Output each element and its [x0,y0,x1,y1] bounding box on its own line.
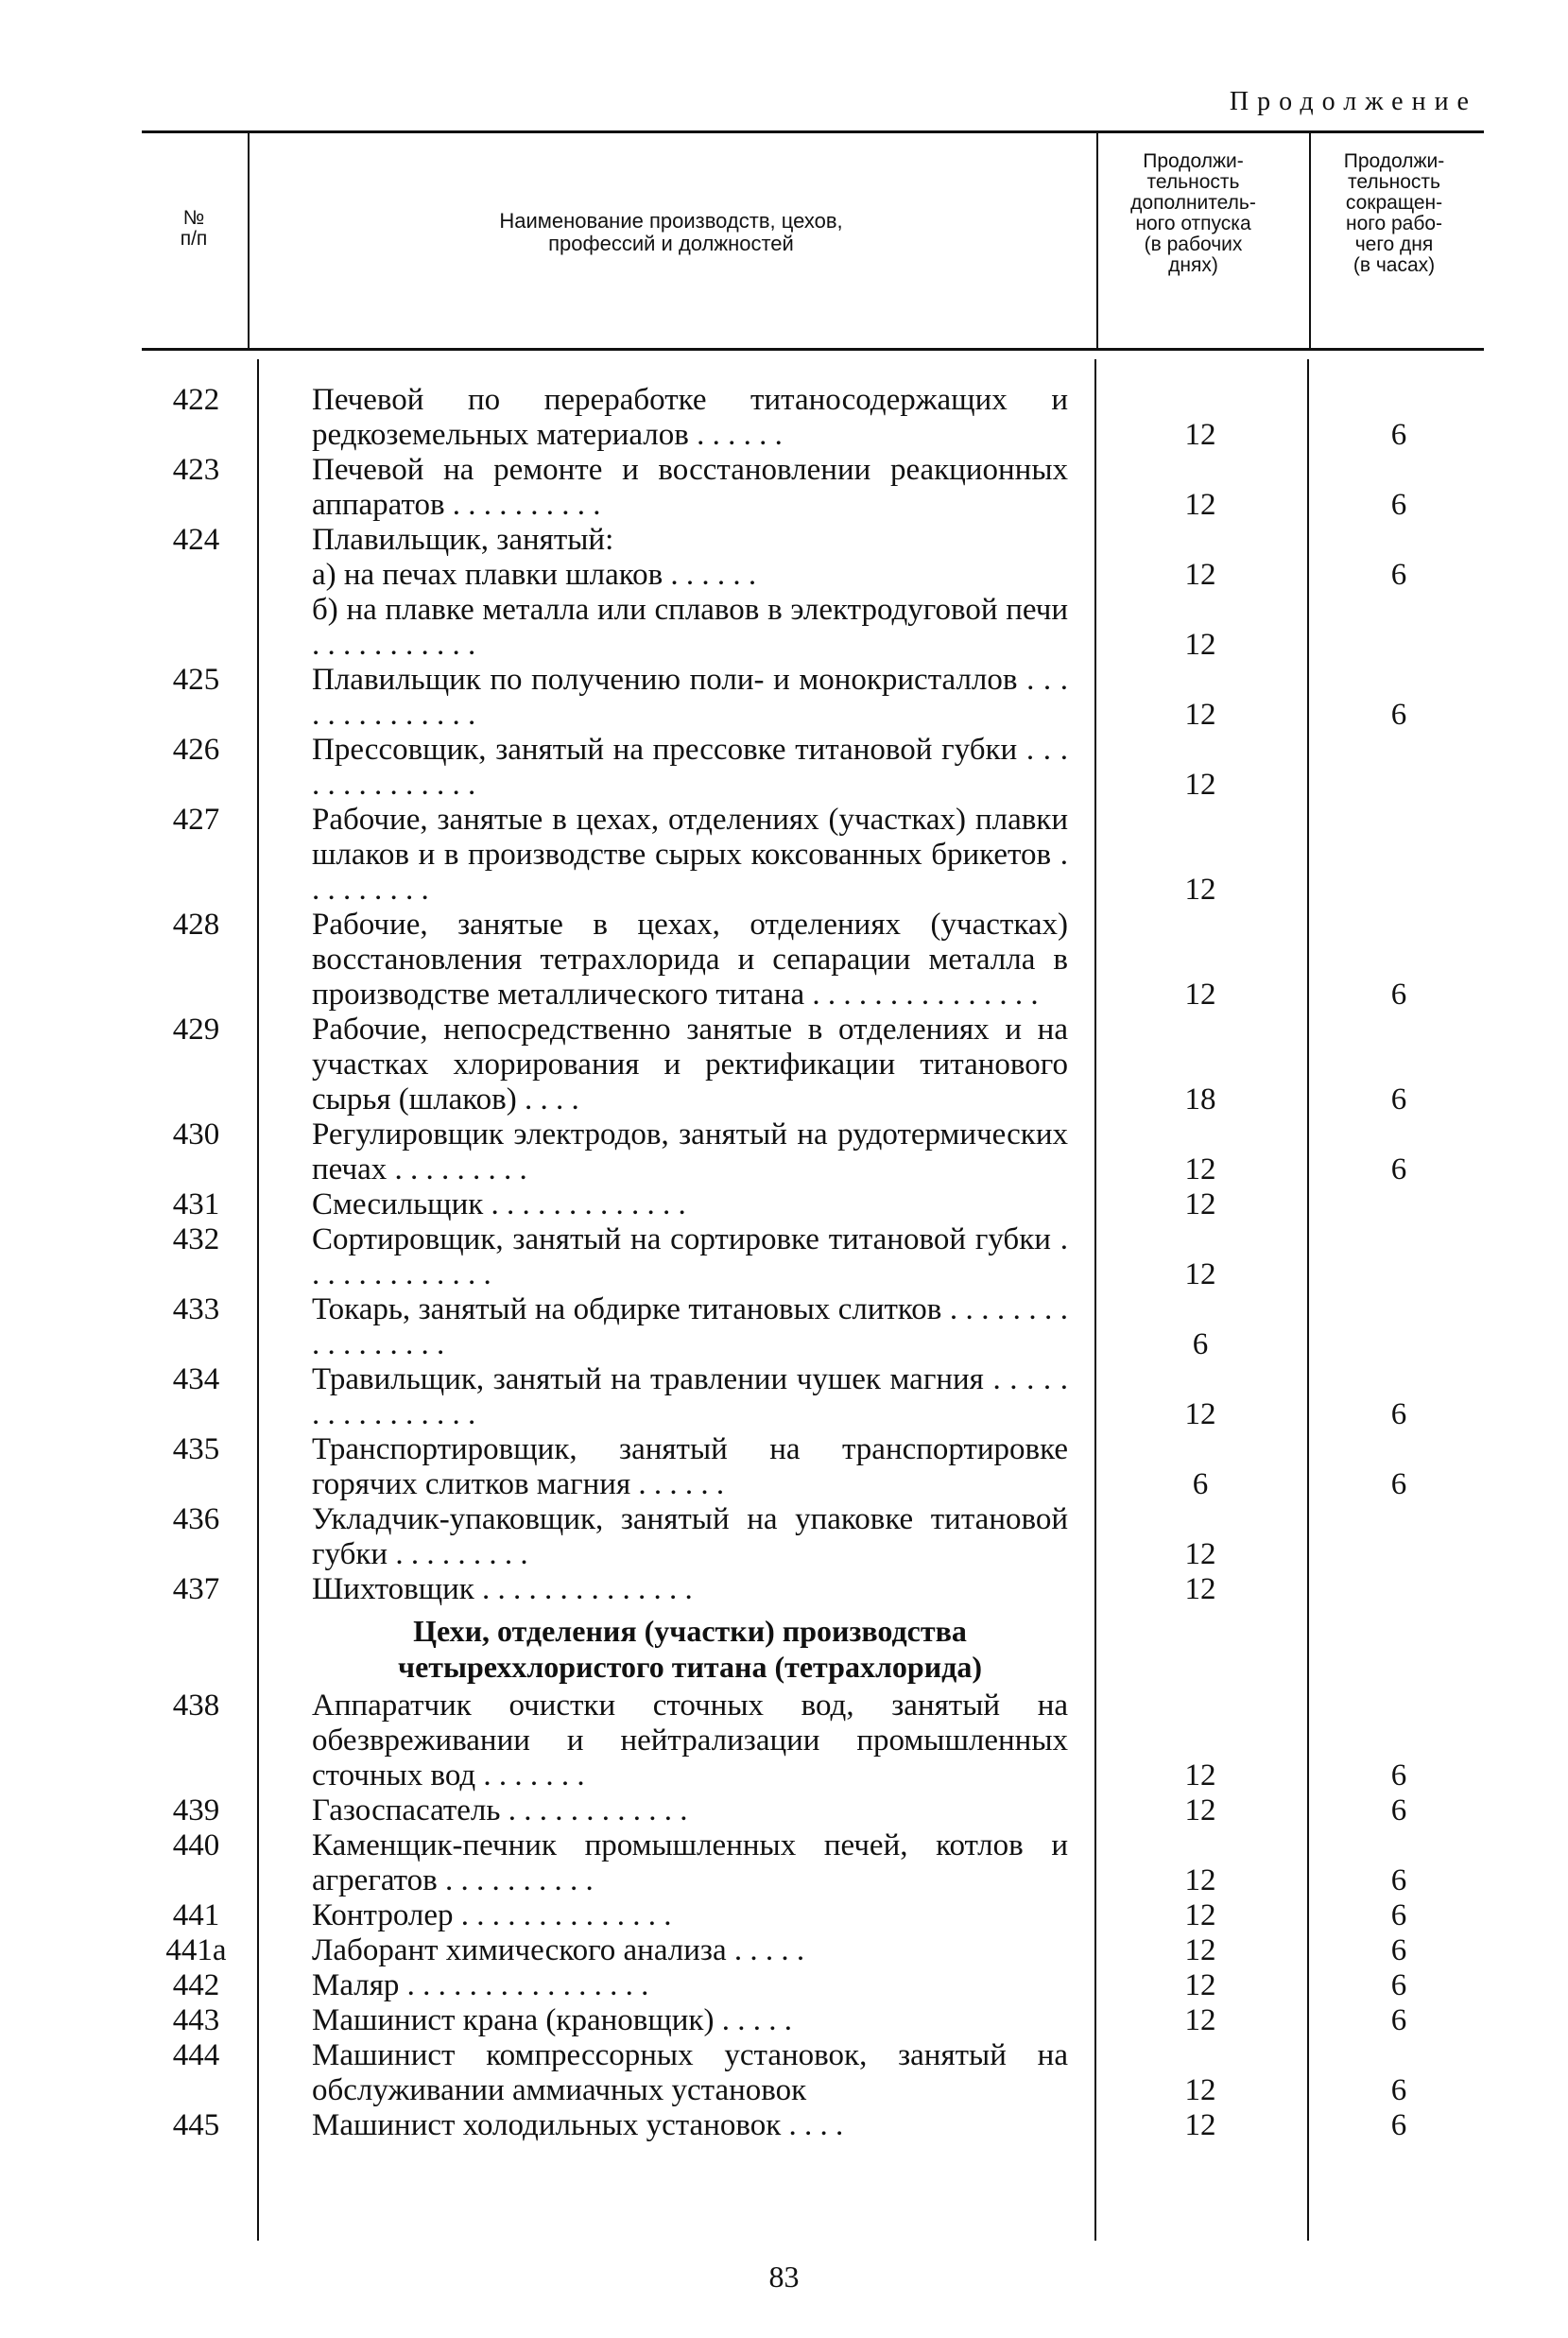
row-reduced-day-hours: 6 [1390,1082,1407,1117]
row-extra-leave-days: 12 [1184,2003,1216,2037]
header-extra-leave-days: Продолжи- тельность дополнитель- ного отпуска (в рабочих днях) [1130,150,1256,276]
row-reduced-day-hours: 6 [1390,418,1407,452]
table-row [0,1689,1568,1793]
row-extra-leave-days: 12 [1184,1933,1216,1967]
table-row [0,1828,1568,1898]
row-extra-leave-days: 12 [1184,1968,1216,2002]
row-extra-leave-days: 12 [1184,1397,1216,1431]
row-reduced-day-hours: 6 [1390,1898,1407,1932]
table-row [0,523,1568,558]
row-name: Рабочие, занятые в цехах, отделениях (участках) восстановления тетрахлорида и сепарации металла в производстве металлического титана . . . . . . . . . . . . . . . [312,908,1068,1012]
row-number: 443 [172,2003,220,2037]
row-name: Сортировщик, занятый на сортировке титановой губки . . . . . . . . . . . . . [312,1222,1068,1291]
row-number: 437 [172,1572,220,1606]
row-name: Смесильщик . . . . . . . . . . . . . [312,1187,686,1221]
continued-label: Продолжение [1229,87,1477,116]
row-name: Лаборант химического анализа . . . . . [312,1933,805,1967]
row-extra-leave-days: 12 [1184,1152,1216,1186]
table-row [0,1502,1568,1572]
row-reduced-day-hours: 6 [1390,2108,1407,2142]
row-number: 445 [172,2108,220,2142]
table-row [0,2038,1568,2108]
row-name: Рабочие, занятые в цехах, отделениях (участках) плавки шлаков и в производстве сырых коксованных брикетов . . . . . . . . . [312,803,1068,907]
row-extra-leave-days: 12 [1184,698,1216,732]
row-extra-leave-days: 6 [1192,1327,1209,1361]
section-heading: Цехи, отделения (участки) производства четыреххлористого титана (тетрахлорида) [398,1614,982,1684]
table-row [0,1187,1568,1222]
table-top-rule [142,130,1484,133]
row-reduced-day-hours: 6 [1390,1397,1407,1431]
table-row [0,1117,1568,1187]
row-extra-leave-days: 12 [1184,1758,1216,1792]
table-row [0,1898,1568,1933]
table-row [0,1933,1568,1968]
row-reduced-day-hours: 6 [1390,488,1407,522]
row-extra-leave-days: 12 [1184,1793,1216,1827]
row-name: Машинист компрессорных установок, занятый на обслуживании аммиачных установок [312,2038,1068,2107]
row-extra-leave-days: 12 [1184,418,1216,452]
row-number: 431 [172,1187,220,1221]
row-reduced-day-hours: 6 [1390,2073,1407,2107]
row-name: Прессовщик, занятый на прессовке титановой губки . . . . . . . . . . . . . . [312,733,1068,802]
row-extra-leave-days: 12 [1184,1572,1216,1606]
row-name: Травильщик, занятый на травлении чушек магния . . . . . . . . . . . . . . . . [312,1362,1068,1431]
table-body [0,383,1568,2143]
row-name: Машинист крана (крановщик) . . . . . [312,2003,792,2037]
row-name: Печевой на ремонте и восстановлении реакционных аппаратов . . . . . . . . . . [312,453,1068,522]
row-number: 422 [172,383,220,417]
row-extra-leave-days: 12 [1184,488,1216,522]
row-extra-leave-days: 12 [1184,873,1216,907]
row-number: 434 [172,1362,220,1396]
table-row [0,1572,1568,1607]
row-name: Маляр . . . . . . . . . . . . . . . . [312,1968,649,2002]
table-row [0,1968,1568,2003]
row-extra-leave-days: 12 [1184,1537,1216,1571]
row-extra-leave-days: 12 [1184,628,1216,662]
table-row [0,1013,1568,1117]
row-name: Газоспасатель . . . . . . . . . . . . [312,1793,688,1827]
row-reduced-day-hours: 6 [1390,1863,1407,1897]
header-number: № п/п [180,207,208,250]
row-number: 441 [172,1898,220,1932]
header-name: Наименование производств, цехов, профессий и должностей [499,209,843,255]
row-number: 439 [172,1793,220,1827]
table-row [0,1793,1568,1828]
table-row [0,1292,1568,1362]
row-number: 428 [172,908,220,942]
row-reduced-day-hours: 6 [1390,1968,1407,2002]
row-reduced-day-hours: 6 [1390,558,1407,592]
table-row [0,383,1568,453]
table-row [0,453,1568,523]
row-number: 424 [172,523,220,557]
row-extra-leave-days: 12 [1184,558,1216,592]
table-row [0,1432,1568,1502]
row-name: Машинист холодильных установок . . . . [312,2108,844,2142]
row-name: а) на печах плавки шлаков . . . . . . [312,558,757,592]
header-divider-1 [248,132,250,348]
table-row [0,803,1568,908]
table-row [0,2003,1568,2038]
row-reduced-day-hours: 6 [1390,1152,1407,1186]
row-extra-leave-days: 6 [1192,1467,1209,1501]
row-number: 440 [172,1828,220,1862]
row-name: Укладчик-упаковщик, занятый на упаковке титановой губки . . . . . . . . . [312,1502,1068,1571]
table-row [0,2108,1568,2143]
table-row [0,908,1568,1013]
row-reduced-day-hours: 6 [1390,1933,1407,1967]
row-number: 432 [172,1222,220,1256]
header-reduced-day-hours: Продолжи- тельность сокращен- ного рабо- чего дня (в часах) [1343,150,1445,276]
row-number: 423 [172,453,220,487]
row-extra-leave-days: 12 [1184,1257,1216,1291]
row-reduced-day-hours: 6 [1390,1467,1407,1501]
row-name: Шихтовщик . . . . . . . . . . . . . . [312,1572,693,1606]
table-row [0,558,1568,593]
row-name: Регулировщик электродов, занятый на рудотермических печах . . . . . . . . . [312,1117,1068,1186]
row-extra-leave-days: 12 [1184,2073,1216,2107]
row-name: б) на плавке металла или сплавов в электродуговой печи . . . . . . . . . . . [312,593,1068,662]
row-reduced-day-hours: 6 [1390,978,1407,1012]
row-number: 425 [172,663,220,697]
row-reduced-day-hours: 6 [1390,1758,1407,1792]
row-reduced-day-hours: 6 [1390,2003,1407,2037]
row-number: 429 [172,1013,220,1047]
header-divider-2 [1096,132,1098,348]
row-extra-leave-days: 12 [1184,768,1216,802]
row-number: 441а [165,1933,227,1967]
row-name: Транспортировщик, занятый на транспортировке горячих слитков магния . . . . . . [312,1432,1068,1501]
row-number: 426 [172,733,220,767]
row-name: Контролер . . . . . . . . . . . . . . [312,1898,672,1932]
row-number: 438 [172,1689,220,1723]
row-number: 433 [172,1292,220,1326]
row-reduced-day-hours: 6 [1390,1793,1407,1827]
row-name: Рабочие, непосредственно занятые в отделениях и на участках хлорирования и ректификации титанового сырья (шлаков) . . . . [312,1013,1068,1117]
row-number: 444 [172,2038,220,2072]
table-row [0,593,1568,663]
header-bottom-rule [142,348,1484,351]
row-number: 427 [172,803,220,837]
row-name: Плавильщик, занятый: [312,523,614,557]
row-number: 442 [172,1968,220,2002]
row-number: 435 [172,1432,220,1466]
row-name: Каменщик-печник промышленных печей, котлов и агрегатов . . . . . . . . . . [312,1828,1068,1897]
row-name: Печевой по переработке титаносодержащих и редкоземельных материалов . . . . . . [312,383,1068,452]
table-row [0,1362,1568,1432]
row-extra-leave-days: 18 [1184,1082,1216,1117]
header-divider-3 [1309,132,1311,348]
row-reduced-day-hours: 6 [1390,698,1407,732]
row-extra-leave-days: 12 [1184,2108,1216,2142]
row-name: Плавильщик по получению поли- и монокристаллов . . . . . . . . . . . . . . [312,663,1068,732]
row-extra-leave-days: 12 [1184,1863,1216,1897]
page-number: 83 [768,2260,800,2294]
table-row [0,1222,1568,1292]
row-extra-leave-days: 12 [1184,1898,1216,1932]
table-row [0,663,1568,733]
row-number: 430 [172,1117,220,1152]
row-number: 436 [172,1502,220,1536]
row-name: Аппаратчик очистки сточных вод, занятый на обезвреживании и нейтрализации промышленных сточных вод . . . . . . . [312,1689,1068,1792]
row-name: Токарь, занятый на обдирке титановых слитков . . . . . . . . . . . . . . . . . [312,1292,1068,1361]
row-extra-leave-days: 12 [1184,1187,1216,1221]
row-extra-leave-days: 12 [1184,978,1216,1012]
table-row [0,733,1568,803]
